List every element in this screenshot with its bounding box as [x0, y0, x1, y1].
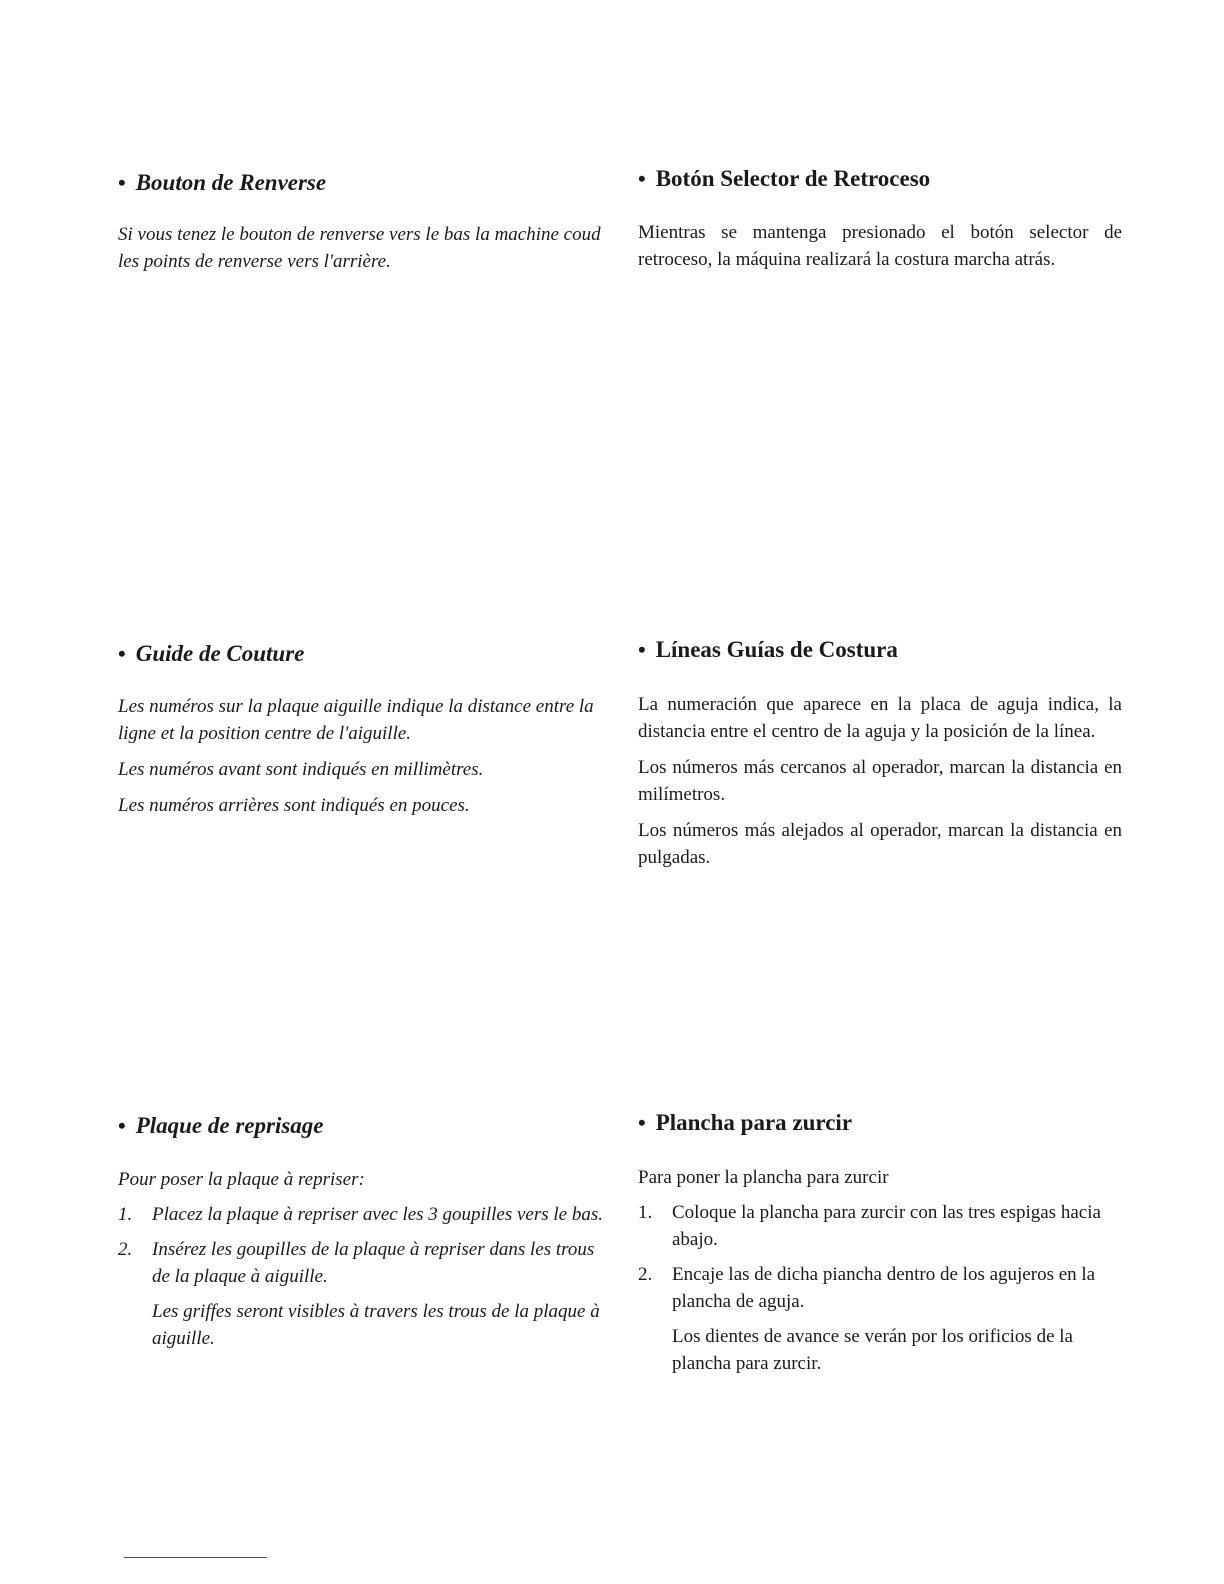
heading-text: Botón Selector de Retroceso — [655, 166, 931, 191]
body-text: Les numéros sur la plaque aiguille indique la distance entre la ligne et la position centre de l'aiguille. — [118, 696, 594, 744]
body-text: Los números más alejados al operador, marcan la distancia en pulgadas. — [638, 820, 1122, 868]
step-number: 2. — [638, 1264, 653, 1285]
heading-text: Bouton de Renverse — [135, 170, 327, 195]
reverse-section-fr — [118, 170, 608, 275]
bullet: • — [118, 1113, 126, 1138]
heading-text: Plancha para zurcir — [655, 1110, 853, 1135]
steps-list — [118, 1201, 608, 1352]
bullet: • — [638, 1110, 646, 1135]
bullet: • — [118, 170, 126, 195]
intro-text: Para poner la plancha para zurcir — [638, 1167, 889, 1188]
step-note: Les griffes seront visibles à travers les trous de la plaque à aiguille. — [152, 1301, 600, 1349]
bullet: • — [638, 166, 646, 191]
intro-text: Pour poser la plaque à repriser: — [118, 1169, 365, 1190]
body-text: Mientras se mantenga presionado el botón selector de retroceso, la máquina realizará la costura marcha atrás. — [638, 222, 1122, 270]
darning-section-fr — [118, 1113, 608, 1352]
step-text: Coloque la plancha para zurcir con las tres espigas hacia abajo. — [672, 1202, 1101, 1250]
footer-rule — [124, 1557, 267, 1558]
bullet: • — [638, 637, 646, 662]
list-item — [118, 1201, 608, 1228]
heading-text: Plaque de reprisage — [135, 1113, 324, 1138]
step-number: 1. — [638, 1202, 653, 1223]
list-item — [638, 1261, 1122, 1377]
body-text: Les numéros arrières sont indiqués en pouces. — [118, 795, 470, 816]
section-heading — [638, 166, 1122, 192]
section-heading — [638, 637, 1122, 663]
body-text: Les numéros avant sont indiqués en millimètres. — [118, 759, 484, 780]
reverse-section-es — [638, 166, 1122, 273]
section-heading — [118, 641, 608, 667]
guide-section-fr — [118, 641, 608, 819]
step-text: Placez la plaque à repriser avec les 3 goupilles vers le bas. — [152, 1204, 603, 1225]
heading-text: Guide de Couture — [135, 641, 305, 666]
darning-section-es — [638, 1110, 1122, 1377]
section-heading — [118, 1113, 608, 1139]
steps-list — [638, 1199, 1122, 1377]
step-text: Encaje las de dicha piancha dentro de los agujeros en la plancha de aguja. — [672, 1264, 1096, 1312]
section-heading — [638, 1110, 1122, 1136]
list-item — [118, 1236, 608, 1352]
bullet: • — [118, 641, 126, 666]
step-note: Los dientes de avance se verán por los orificios de la plancha para zurcir. — [672, 1326, 1073, 1374]
heading-text: Líneas Guías de Costura — [655, 637, 898, 662]
body-text: Los números más cercanos al operador, marcan la distancia en milímetros. — [638, 757, 1122, 805]
step-number: 1. — [118, 1204, 133, 1225]
body-text: Si vous tenez le bouton de renverse vers le bas la machine coud les points de renverse vers l'arrière. — [118, 224, 601, 272]
step-text: Insérez les goupilles de la plaque à repriser dans les trous de la plaque à aiguille. — [152, 1239, 595, 1287]
section-heading — [118, 170, 608, 196]
guide-section-es — [638, 637, 1122, 871]
step-number: 2. — [118, 1239, 133, 1260]
body-text: La numeración que aparece en la placa de aguja indica, la distancia entre el centro de la aguja y la posición de la línea. — [638, 694, 1122, 742]
list-item — [638, 1199, 1122, 1253]
